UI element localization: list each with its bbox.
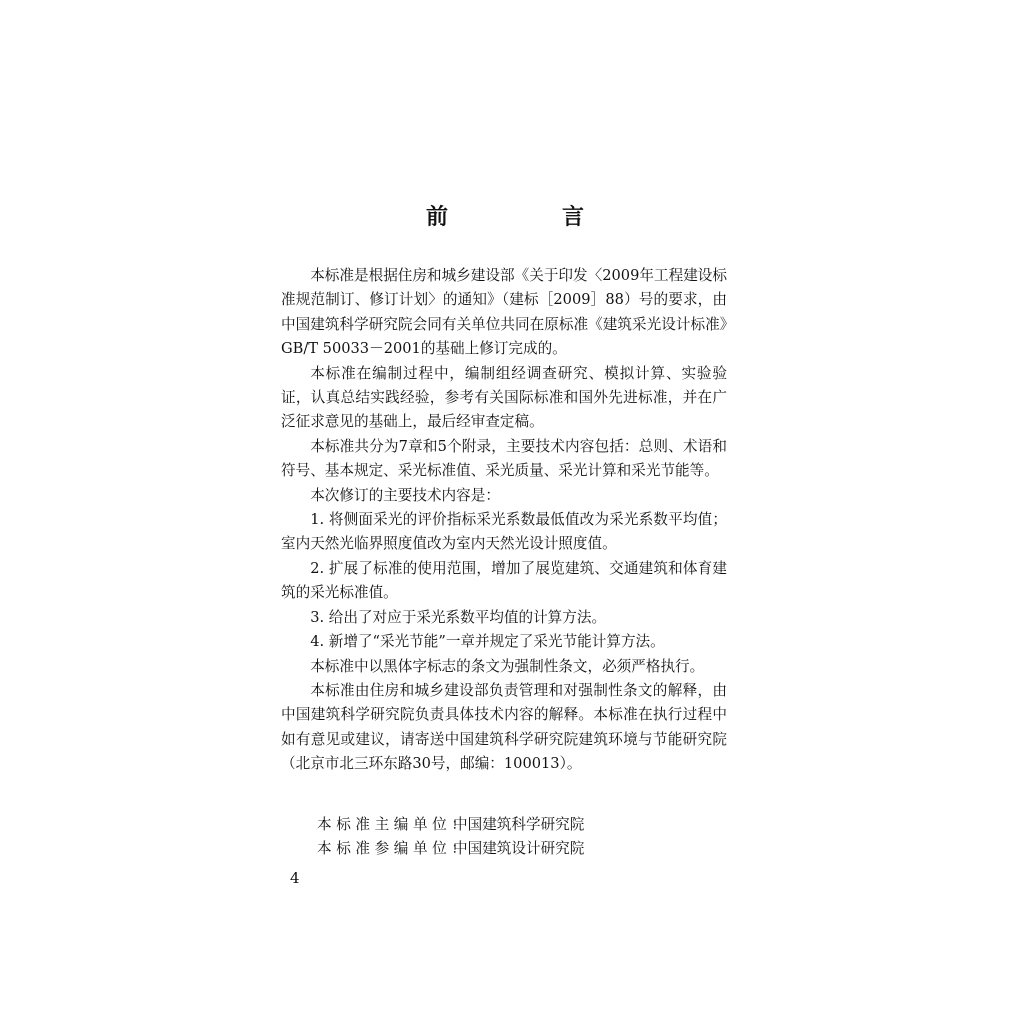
page-number: 4 [290, 869, 300, 887]
participating-editor-row [317, 837, 584, 861]
chief-editor-org: 中国建筑科学研究院 [453, 816, 585, 833]
revision-item-2: 2. 扩展了标准的使用范围，增加了展览建筑、交通建筑和体育建筑的采光标准值。 [281, 559, 727, 602]
revision-item-4: 4. 新增了“采光节能”一章并规定了采光节能计算方法。 [310, 633, 665, 651]
chief-editor-role: 本标准主编单位： [317, 816, 471, 833]
preface-body [281, 264, 727, 777]
paragraph-management: 本标准由住房和城乡建设部负责管理和对强制性条文的解释，由中国建筑科学研究院负责具体技术内容的解释。本标准在执行过程中如有意见或建议，请寄送中国建筑科学研究院建筑环境与节能研究院（北京市北三环东路30号，邮编：100013）。 [281, 681, 727, 773]
page-title: 前 言 [425, 204, 630, 230]
participating-editor-org: 中国建筑设计研究院 [453, 840, 585, 858]
chief-editor-row [317, 813, 584, 837]
paragraph-revision-intro: 本次修订的主要技术内容是： [310, 486, 500, 504]
editor-units [317, 813, 584, 862]
paragraph-mandatory: 本标准中以黑体字标志的条文为强制性条文，必须严格执行。 [310, 657, 705, 675]
participating-editor-role: 本标准参编单位： [317, 840, 471, 858]
paragraph-contents: 本标准共分为7章和5个附录，主要技术内容包括：总则、术语和符号、基本规定、采光标准值、采光质量、采光计算和采光节能等。 [281, 437, 727, 480]
revision-item-1: 1. 将侧面采光的评价指标采光系数最低值改为采光系数平均值；室内天然光临界照度值改为室内天然光设计照度值。 [281, 511, 727, 553]
revision-item-3: 3. 给出了对应于采光系数平均值的计算方法。 [310, 608, 607, 626]
paragraph-origin: 本标准是根据住房和城乡建设部《关于印发〈2009年工程建设标准规范制订、修订计划〉的通知》（建标［2009］88）号的要求，由中国建筑科学研究院会同有关单位共同在原标准《建筑采光设计标准》GB/T 50033－2001的基础上修订完成的。 [281, 267, 727, 358]
paragraph-process: 本标准在编制过程中，编制组经调查研究、模拟计算、实验验证，认真总结实践经验，参考有关国际标准和国外先进标准，并在广泛征求意见的基础上，最后经审查定稿。 [281, 364, 727, 431]
